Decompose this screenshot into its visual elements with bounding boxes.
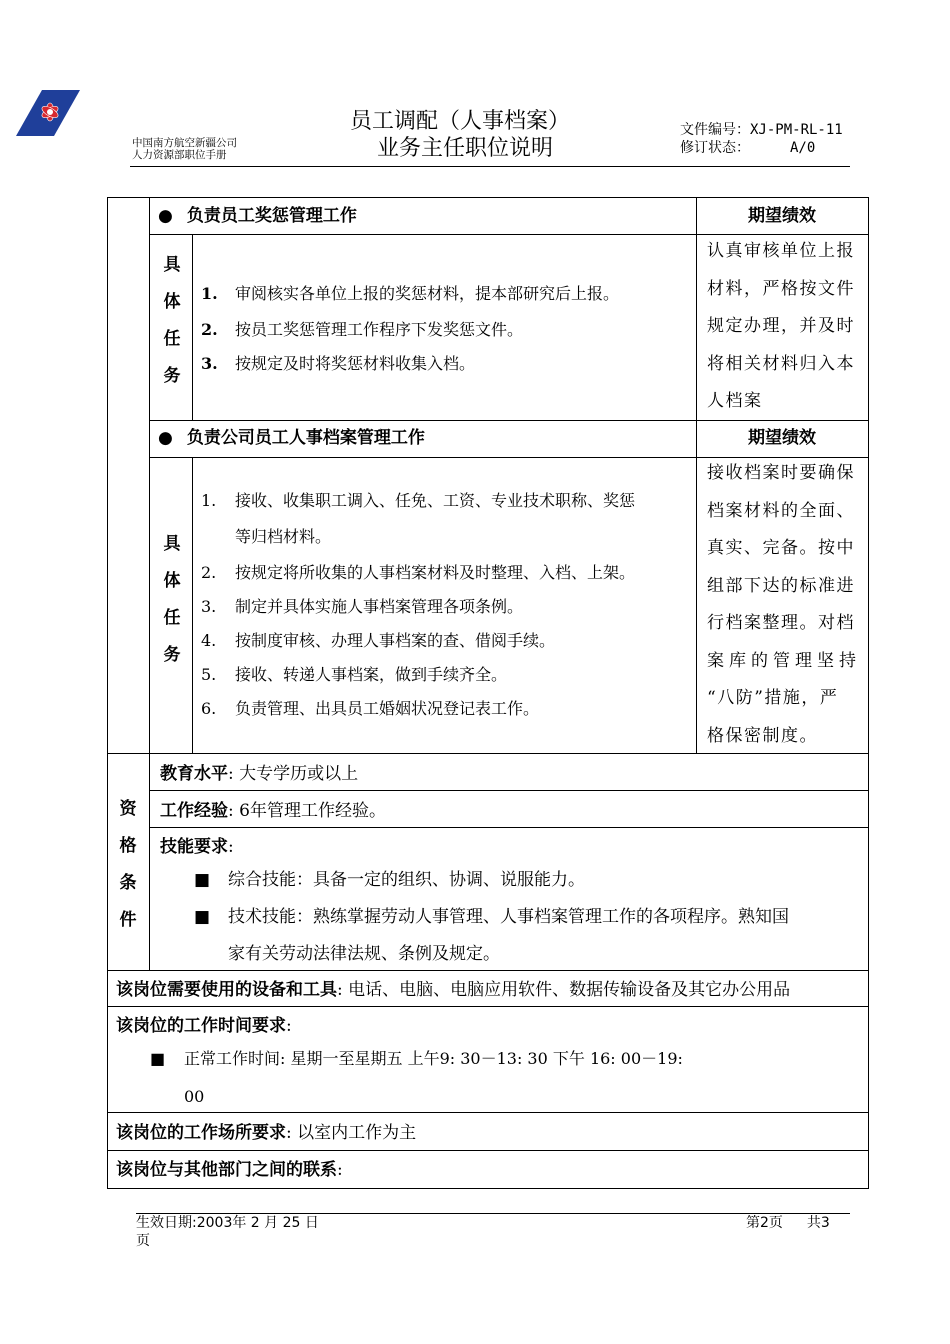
rev-value: A/0 [790, 140, 816, 156]
title-line-1: 员工调配（人事档案） [349, 109, 570, 134]
list-item: ■ 技术技能：熟练掌握劳动人事管理、人事档案管理工作的各项程序。熟知国 [194, 899, 789, 936]
company-line-2: 人力资源部职位手册 [132, 149, 227, 161]
footer-page [746, 1214, 830, 1232]
page-number: 第2页 [746, 1215, 783, 1231]
list-item: 3. 制定并具体实施人事档案管理各项条例。 [201, 597, 524, 616]
section1-perf-text: 认真审核单位上报 材料，严格按文件 规定办理，并及时 将相关材料归入本 人档案 [707, 241, 855, 411]
list-item: 1. 接收、收集职工调入、任免、工资、专业技术职称、奖惩 [201, 491, 636, 510]
effective-date: 生效日期:2003年 2 月 25 日 [136, 1215, 319, 1231]
section1-perf-header: 期望绩效 [748, 206, 816, 226]
workplace-value: : 以室内工作为主 [286, 1123, 417, 1143]
bullet-icon: ● [158, 206, 173, 226]
bullet-icon: ● [158, 428, 173, 448]
page-title [325, 108, 595, 162]
list-item: 2. 按规定将所收集的人事档案材料及时整理、入档、上架。 [201, 563, 636, 582]
page-total: 共3 [806, 1215, 830, 1231]
section2-perf-header: 期望绩效 [748, 428, 816, 448]
rev-label: 修订状态： [680, 140, 750, 156]
footer-effective [136, 1214, 319, 1250]
work-time-detail [150, 1040, 683, 1116]
list-item-cont: 家有关劳动法律法规、条例及规定。 [228, 944, 500, 964]
education-value: : 大专学历或以上 [228, 764, 359, 784]
work-time-line-1: 正常工作时间: 星期一至星期五 上午9: 30－13: 30 下午 16: 00－19: [184, 1049, 683, 1068]
header-rule [130, 166, 850, 167]
company-name [132, 137, 237, 161]
experience-label: 工作经验 [160, 801, 228, 821]
qualifications-label: 资 格 条 件 [119, 799, 137, 930]
list-item-cont: 等归档材料。 [235, 527, 332, 546]
list-item: 4. 按制度审核、办理人事档案的查、借阅手续。 [201, 631, 556, 650]
effective-cont: 页 [136, 1233, 150, 1249]
section2-task-label: 具 体 任 务 [163, 534, 181, 665]
education-label: 教育水平 [160, 764, 228, 784]
square-bullet-icon: ■ [194, 907, 211, 927]
section2-title: ● 负责公司员工人事档案管理工作 [158, 428, 425, 448]
education-row [160, 759, 358, 784]
relations-row: 该岗位与其他部门之间的联系: [116, 1160, 343, 1180]
workplace-label: 该岗位的工作场所要求 [116, 1123, 286, 1143]
list-item: 3. 按规定及时将奖惩材料收集入档。 [201, 354, 476, 373]
square-bullet-icon: ■ [150, 1049, 166, 1068]
equipment-label: 该岗位需要使用的设备和工具 [116, 980, 337, 1000]
equipment-value: : 电话、电脑、电脑应用软件、数据传输设备及其它办公用品 [337, 980, 791, 1000]
equipment-row [116, 975, 790, 1000]
doc-no-value: XJ-PM-RL-11 [750, 122, 843, 138]
skills-list [194, 862, 789, 973]
company-line-1: 中国南方航空新疆公司 [132, 137, 237, 149]
relations-label: 该岗位与其他部门之间的联系 [116, 1160, 337, 1180]
skills-label: 技能要求 [160, 837, 228, 857]
skills-row: 技能要求: [160, 837, 234, 857]
work-time-label-row: 该岗位的工作时间要求: [116, 1016, 292, 1036]
section2-task-list [201, 483, 635, 727]
experience-value: : 6年管理工作经验。 [228, 801, 386, 821]
section1-task-list [201, 276, 619, 382]
work-time-label: 该岗位的工作时间要求 [116, 1016, 286, 1036]
list-item: ■ 综合技能：具备一定的组织、协调、说服能力。 [194, 862, 789, 899]
doc-meta [680, 121, 843, 157]
list-item: 6. 负责管理、出具员工婚姻状况登记表工作。 [201, 699, 540, 718]
section1-title: ● 负责员工奖惩管理工作 [158, 206, 357, 226]
list-item: 2. 按员工奖惩管理工作程序下发奖惩文件。 [201, 320, 524, 339]
doc-no-label: 文件编号： [680, 122, 750, 138]
section1-task-label: 具 体 任 务 [163, 255, 181, 386]
section2-perf-text: 接收档案时要确保 档案材料的全面、 真实、完备。按中 组部下达的标准进 行档案整理。对档 案库的管理坚持 “八防”措施，严 格保密制度。 [707, 463, 861, 746]
list-item: 1. 审阅核实各单位上报的奖惩材料，提本部研究后上报。 [201, 284, 620, 303]
square-bullet-icon: ■ [194, 870, 211, 890]
work-time-line-2: 00 [184, 1087, 205, 1106]
workplace-row [116, 1118, 416, 1143]
experience-row [160, 796, 386, 821]
title-line-2: 业务主任职位说明 [376, 136, 553, 161]
company-logo [14, 88, 84, 138]
list-item: 5. 接收、转递人事档案，做到手续齐全。 [201, 665, 508, 684]
